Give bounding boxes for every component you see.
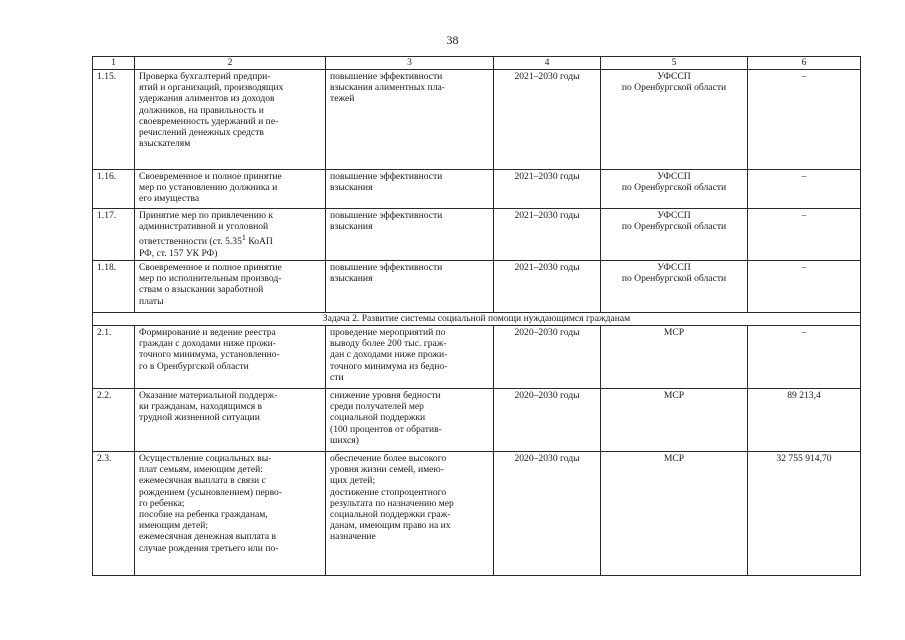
table-header-row (93, 57, 861, 70)
row-number: 1.15. (93, 70, 135, 170)
executor-cell (601, 389, 748, 452)
measure-cell: Формирование и ведение реестра граждан с доходами ниже прожи- точного минимума, установленно- го в Оренбургской области (135, 326, 326, 389)
executor-line: по Оренбургской области (621, 82, 727, 94)
executor-line: МСР (663, 390, 685, 401)
measure-cell: Осуществление социальных вы- плат семьям, имеющим детей: ежемесячная выплата в связи с рождением (усыновлением) перво- го ребенка; пособие на ребенка гражданам, имеющим детей; ежемесячная денежная выплата в случае рождения третьего или по- (135, 452, 326, 576)
executor-cell (601, 209, 748, 261)
table-row (93, 70, 861, 170)
table-row (93, 170, 861, 209)
funding-cell: – (748, 209, 861, 261)
column-header: 3 (326, 57, 494, 70)
measure-cell: Своевременное и полное принятие мер по исполнительным производ- ствам о взыскании заработной платы (135, 261, 326, 313)
funding-cell: 89 213,4 (748, 389, 861, 452)
column-header: 5 (601, 57, 748, 70)
years-cell: 2021–2030 годы (494, 170, 601, 209)
result-cell: повышение эффективности взыскания алиментных пла- тежей (326, 70, 494, 170)
column-header: 6 (748, 57, 861, 70)
result-cell: снижение уровня бедности среди получателей мер социальной поддержки (100 процентов от обратив- шихся) (326, 389, 494, 452)
years-cell: 2020–2030 годы (494, 389, 601, 452)
executor-line: УФССП (657, 210, 691, 221)
years-cell: 2021–2030 годы (494, 70, 601, 170)
measure-cell: Своевременное и полное принятие мер по установлению должника и его имущества (135, 170, 326, 209)
executor-line: УФССП (657, 171, 691, 182)
executor-line: по Оренбургской области (621, 182, 727, 194)
table-row (93, 452, 861, 576)
measure-text: Принятие мер по привлечению к административной и уголовной ответственности (ст. 5.35 (139, 210, 274, 248)
executor-cell (601, 70, 748, 170)
funding-cell: 32 755 914,70 (748, 452, 861, 576)
executor-line: МСР (663, 453, 685, 464)
row-number: 2.2. (93, 389, 135, 452)
result-cell: повышение эффективности взыскания (326, 170, 494, 209)
funding-cell: – (748, 70, 861, 170)
table-row (93, 389, 861, 452)
funding-cell: – (748, 261, 861, 313)
table-row (93, 326, 861, 389)
result-cell: проведение мероприятий по выводу более 200 тыс. граж- дан с доходами ниже прожи- точного минимума из бедно- сти (326, 326, 494, 389)
row-number: 1.17. (93, 209, 135, 261)
column-header: 4 (494, 57, 601, 70)
executor-line: УФССП (657, 262, 691, 273)
years-cell: 2020–2030 годы (494, 326, 601, 389)
years-cell: 2021–2030 годы (494, 209, 601, 261)
years-cell: 2021–2030 годы (494, 261, 601, 313)
measure-cell (135, 209, 326, 261)
row-number: 1.18. (93, 261, 135, 313)
executor-cell (601, 452, 748, 576)
table-row (93, 261, 861, 313)
row-number: 2.3. (93, 452, 135, 576)
funding-cell: – (748, 170, 861, 209)
measure-cell: Оказание материальной поддерж- ки гражданам, находящимся в трудной жизненной ситуации (135, 389, 326, 452)
executor-line: по Оренбургской области (621, 221, 727, 233)
task-heading-row (93, 313, 861, 326)
column-header: 2 (135, 57, 326, 70)
executor-line: МСР (663, 327, 685, 338)
years-cell: 2020–2030 годы (494, 452, 601, 576)
funding-cell: – (748, 326, 861, 389)
result-cell: повышение эффективности взыскания (326, 261, 494, 313)
row-number: 1.16. (93, 170, 135, 209)
executor-line: по Оренбургской области (621, 273, 727, 285)
measure-text: КоАП РФ, ст. 157 УК РФ) (139, 236, 273, 259)
task-heading: Задача 2. Развитие системы социальной помощи нуждающимся гражданам (93, 313, 861, 326)
executor-cell (601, 326, 748, 389)
result-cell: обеспечение более высокого уровня жизни семей, имею- щих детей; достижение стопроцентного результата по назначению мер социальной поддержки граж- данам, имеющим право на их назначение (326, 452, 494, 576)
executor-cell (601, 261, 748, 313)
measures-table (92, 56, 861, 576)
executor-cell (601, 170, 748, 209)
result-cell: повышение эффективности взыскания (326, 209, 494, 261)
executor-line: УФССП (657, 71, 691, 82)
page-number: 38 (446, 33, 459, 47)
table-row (93, 209, 861, 261)
superscript: 1 (241, 233, 246, 243)
row-number: 2.1. (93, 326, 135, 389)
column-header: 1 (93, 57, 135, 70)
measure-cell: Проверка бухгалтерий предпри- ятий и организаций, производящих удержания алиментов из доходов должников, на правильность и своевременность удержаний и пе- речислений денежных средств взыскателям (135, 70, 326, 170)
